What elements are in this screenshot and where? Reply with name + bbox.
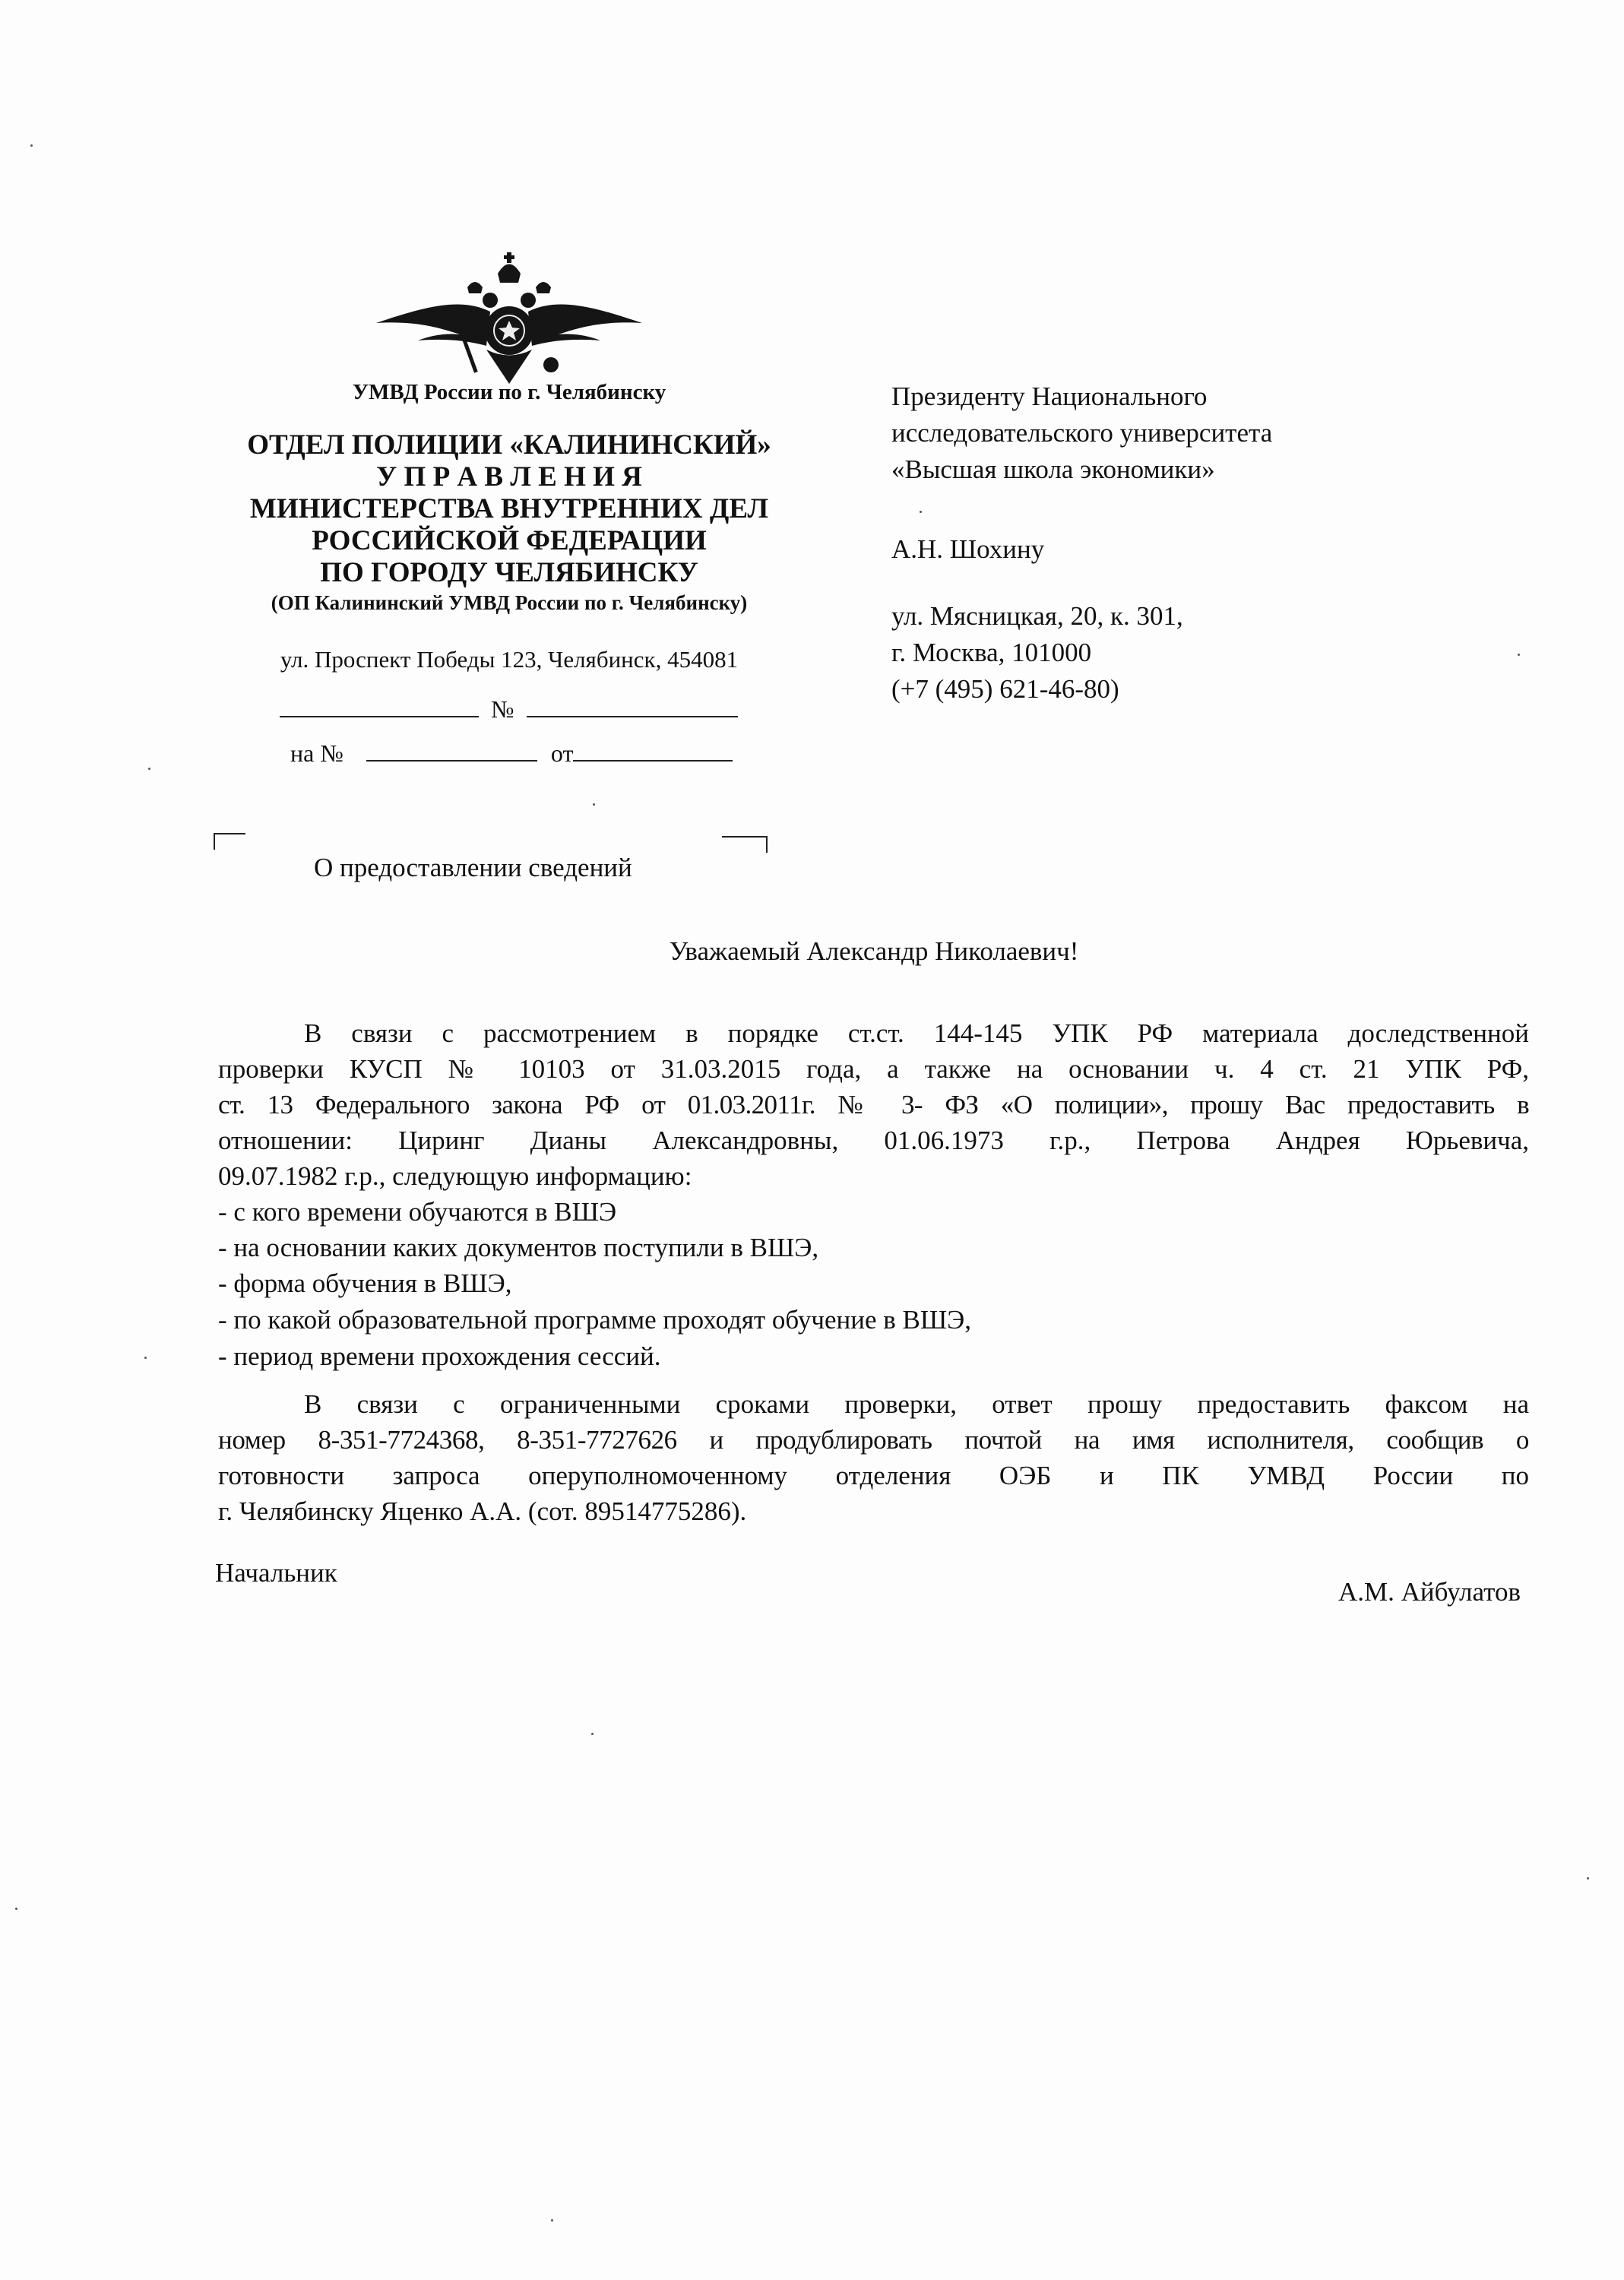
signatory-position: Начальник <box>215 1558 337 1588</box>
list-item: - по какой образовательной программе проходят обучение в ВШЭ, <box>218 1305 972 1335</box>
from-label: от <box>550 739 574 767</box>
scan-speck <box>1587 1877 1589 1879</box>
scan-speck <box>1518 654 1520 656</box>
scan-speck <box>30 144 33 147</box>
scan-speck <box>15 1908 17 1910</box>
body-line: отношении: Циринг Дианы Александровны, 01.06.1973 г.р., Петрова Андрея Юрьевича, <box>218 1126 1529 1155</box>
scan-speck <box>551 2219 553 2221</box>
body-line: номер 8-351-7724368, 8-351-7727626 и продублировать почтой на имя исполнителя, сообщив о <box>218 1425 1529 1455</box>
body-line: 09.07.1982 г.р., следующую информацию: <box>218 1161 692 1191</box>
department-short-name: (ОП Калининский УМВД России по г. Челябинску) <box>271 591 748 614</box>
corner-mark-left <box>214 833 245 850</box>
list-item: - на основании каких документов поступили в ВШЭ, <box>218 1233 819 1262</box>
body-line: готовности запроса оперуполномоченному отделения ОЭБ и ПК УМВД России по <box>218 1461 1529 1490</box>
recipient-address-line: г. Москва, 101000 <box>891 638 1092 667</box>
recipient-line: «Высшая школа экономики» <box>891 454 1215 484</box>
outgoing-number-field <box>280 695 738 724</box>
department-line: ОТДЕЛ ПОЛИЦИИ «КАЛИНИНСКИЙ» <box>247 429 771 461</box>
recipient-address-line: ул. Мясницкая, 20, к. 301, <box>891 601 1183 631</box>
body-line: проверки КУСП № 10103 от 31.03.2015 года, а также на основании ч. 4 ст. 21 УПК РФ, <box>218 1054 1529 1084</box>
list-item: - с кого времени обучаются в ВШЭ <box>218 1197 617 1227</box>
umvd-name: УМВД России по г. Челябинску <box>352 380 666 404</box>
subject: О предоставлении сведений <box>314 853 632 882</box>
list-item: - период времени прохождения сессий. <box>218 1341 661 1371</box>
department-line: РОССИЙСКОЙ ФЕДЕРАЦИИ <box>312 525 707 556</box>
scan-speck <box>593 803 595 806</box>
scan-speck <box>591 1733 594 1735</box>
recipient-address <box>891 598 1183 708</box>
scan-speck <box>920 511 922 513</box>
department-name <box>205 429 813 589</box>
mvd-emblem-icon <box>376 251 642 388</box>
body-line: г. Челябинску Яценко А.А. (сот. 89514775286). <box>218 1496 747 1526</box>
department-line: У П Р А В Л Е Н И Я <box>376 461 642 492</box>
signatory-name: А.М. Айбулатов <box>1338 1577 1521 1607</box>
scan-speck <box>144 1357 147 1359</box>
corner-mark-right <box>722 836 768 853</box>
department-line: МИНИСТЕРСТВА ВНУТРЕННИХ ДЕЛ <box>249 493 769 524</box>
scan-speck <box>148 768 150 770</box>
body-line: ст. 13 Федерального закона РФ от 01.03.2011г. № 3- ФЗ «О полиции», прошу Вас предоставить в <box>218 1090 1529 1119</box>
recipient-address-line: (+7 (495) 621-46-80) <box>891 674 1119 704</box>
sender-address: ул. Проспект Победы 123, Челябинск, 454081 <box>280 646 739 673</box>
number-label: № <box>491 695 514 723</box>
recipient-name: А.Н. Шохину <box>891 534 1045 564</box>
department-line: ПО ГОРОДУ ЧЕЛЯБИНСКУ <box>320 557 698 588</box>
body-line: В связи с ограниченными сроками проверки, ответ прошу предоставить факсом на <box>304 1389 1529 1419</box>
greeting: Уважаемый Александр Николаевич! <box>669 936 1079 966</box>
body-line: В связи с рассмотрением в порядке ст.ст. 144-145 УПК РФ материала доследственной <box>304 1018 1529 1048</box>
reply-to-field <box>290 739 733 768</box>
reply-to-label: на № <box>290 739 343 767</box>
list-item: - форма обучения в ВШЭ, <box>218 1268 512 1298</box>
recipient-line: Президенту Национального <box>891 382 1208 411</box>
recipient-block <box>891 378 1272 488</box>
recipient-line: исследовательского университета <box>891 418 1273 448</box>
